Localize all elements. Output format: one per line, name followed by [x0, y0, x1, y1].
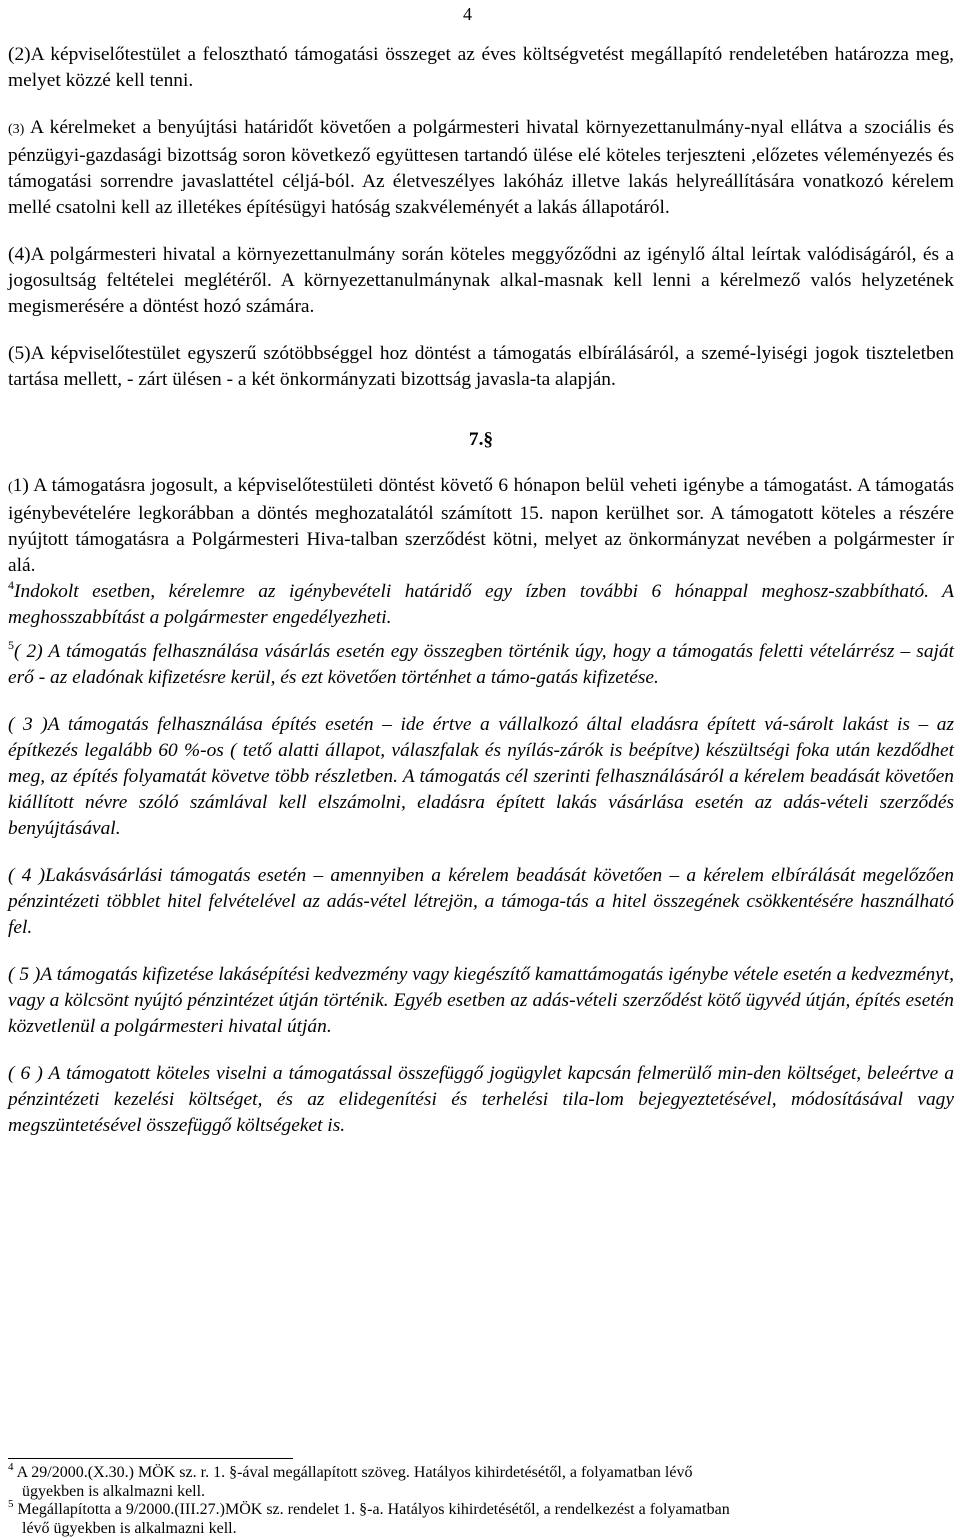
section-7-paragraph-2	[8, 639, 954, 691]
paragraph-2: (2)A képviselőtestület a felosztható támogatási összeget az éves költségvetést megállapító rendeletében határozza meg, melyet közzé kell tenni.	[8, 44, 954, 91]
paragraph-3-text: A kérelmeket a benyújtási határidőt követően a polgármesteri hivatal környezettanulmány-nyal ellátva a szociális és pénzügyi-gazdasági bizottság soron következő együttesen tartandó ülése elé köteles terjeszteni ,előzetes véleményezés és támogatási sorrendre javaslattétel céljá-ból. Az életveszélyes lakóház illetve lakás helyreállítására vonatkozó kérelem mellé csatolni kell az illetékes építésügyi hatóság szakvéleményét a lakás állapotáról.	[8, 117, 954, 218]
page-number: 4	[463, 4, 472, 24]
section-7-paragraph-1-open: (	[8, 480, 13, 495]
footnote-4-line-2: ügyekben is alkalmazni kell.	[22, 1482, 206, 1500]
footnote-4-mark: 4	[8, 1461, 14, 1473]
paragraph-5: (5)A képviselőtestület egyszerű szótöbbséggel hoz döntést a támogatás elbírálásáról, a szemé-lyiségi jogok tiszteletben tartása mellett, - zárt ülésen - a két önkormányzati bizottság javasla-ta alapján.	[8, 343, 954, 390]
section-7-paragraph-6: ( 6 ) A támogatott köteles viselni a támogatással összefüggő jogügylet kapcsán felmerülő min-den költséget, beleértve a pénzintézeti kezelési költséget, és az elidegenítési és terhelési tila-lom bejegyeztetésével, módosításával vagy megszüntetésével összefüggő költségeket is.	[8, 1063, 954, 1136]
section-7-paragraph-1-text: 1) A támogatásra jogosult, a képviselőtestületi döntést követő 6 hónapon belül veheti igénybe a támogatást. A támogatás igénybevételére legkorábban a döntés meghozatalától számított 15. napon kerülhet sor. A támogatott köteles a részére nyújtott támogatásra a Polgármesteri Hiva-talban szerződést kötni, melyet az önkormányzat nevében a polgármester ír alá.	[8, 475, 954, 576]
paragraph-3-number: (3)	[8, 122, 25, 137]
footnote-4-line-1: A 29/2000.(X.30.) MÖK sz. r. 1. §-ával megállapított szöveg. Hatályos kihirdetésétől, a folyamatban lévő	[16, 1464, 693, 1481]
paragraph-4: (4)A polgármesteri hivatal a környezettanulmány során köteles meggyőződni az igénylő által leírtak valódiságáról, és a jogosultság feltételei meglétéről. A környezettanulmánynak alkal-masnak kell lenni a kérelmező valós helyzetének megismerésére a döntést hozó számára.	[8, 244, 954, 317]
footnote-ref-5: 5	[8, 638, 14, 652]
section-7-paragraph-4: ( 4 )Lakásvásárlási támogatás esetén – amennyiben a kérelem beadását követően – a kérelem elbírálását megelőzően pénzintézeti többlet hitel felvételével az adás-vétel létrejön, a támoga-tás a hitel összegének csökkentésére használható fel.	[8, 865, 954, 938]
footnote-5-mark: 5	[8, 1498, 14, 1510]
section-heading: 7.§	[468, 429, 494, 450]
footnote-5-line-1: Megállapította a 9/2000.(III.27.)MÖK sz. rendelet 1. §-a. Hatályos kihirdetésétől, a rendelkezést a folyamatban	[17, 1501, 730, 1518]
body-text	[8, 42, 954, 1139]
paragraph-3	[8, 115, 954, 221]
section-7-paragraph-5: ( 5 )A támogatás kifizetése lakásépítési kedvezmény vagy kiegészítő kamattámogatás igénybe vétele esetén a kedvezményt, vagy a kölcsönt nyújtó pénzintézet útján történik. Egyéb esetben az adás-vételi szerződést kötő ügyvéd útján, építés esetén közvetlenül a polgármesteri hivatal útján.	[8, 964, 954, 1037]
footnote-5-line-2: lévő ügyekben is alkalmazni kell.	[22, 1519, 237, 1537]
footnote-divider	[8, 1458, 293, 1459]
footnotes	[8, 1461, 954, 1538]
footnote-5	[8, 1498, 954, 1538]
footnote-ref-4: 4	[8, 578, 14, 592]
section-7-paragraph-3: ( 3 )A támogatás felhasználása építés esetén – ide értve a vállalkozó által eladásra épített vá-sárolt lakást is – az építkezés legalább 60 %-os ( tető alatti állapot, válaszfalak és nyílás-zárók is beépítve) készültségi foka után kezdődhet meg, az építés folyamatát követve több részletben. A támogatás cél szerinti felhasználásáról a kérelem beadását követően kiállított névre szóló számlával kell elszámolni, eladásra épített lakás vásárlása esetén az adás-vételi szerződés benyújtásával.	[8, 714, 954, 839]
section-7-paragraph-1	[8, 473, 954, 631]
section-7-paragraph-2-text: ( 2) A támogatás felhasználása vásárlás esetén egy összegben történik úgy, hogy a támogatás feletti vételárrész – saját erő - az eladónak kifizetésre kerül, és ezt követően történhet a támo-gatás kifizetése.	[8, 641, 954, 688]
footnote-4	[8, 1461, 954, 1501]
section-7-paragraph-1-amendment: Indokolt esetben, kérelemre az igénybevételi határidő egy ízben további 6 hónappal meghosz-szabbítható. A meghosszabbítást a polgármester engedélyezheti.	[8, 581, 954, 628]
